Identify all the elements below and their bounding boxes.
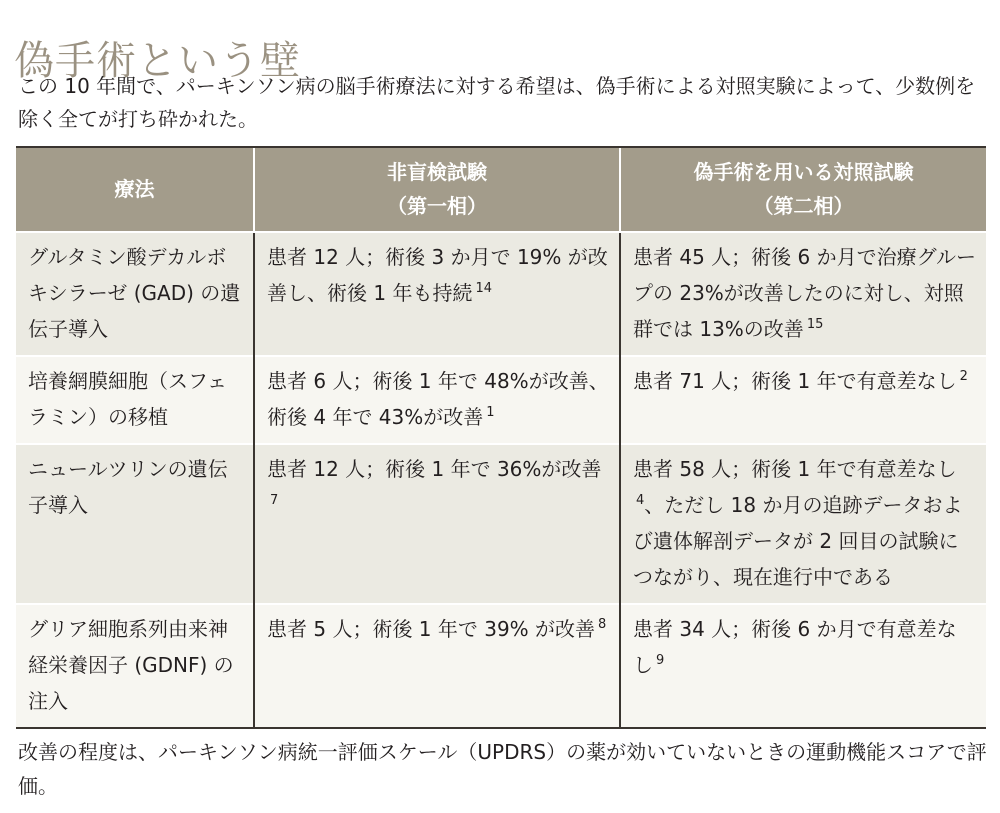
open-trial-result: 患者 5 人；術後 1 年で 39% が改善 xyxy=(267,617,596,641)
table-row xyxy=(16,604,986,728)
open-trial-cell xyxy=(254,604,620,728)
controlled-trial-cell xyxy=(620,232,986,356)
table-header-row xyxy=(16,147,986,232)
therapy-cell xyxy=(16,232,254,356)
therapy-name: ニュールツリンの遺伝子導入 xyxy=(28,457,228,517)
controlled-trial-result: 患者 58 人；術後 1 年で有意差なし xyxy=(633,457,957,481)
therapy-cell xyxy=(16,604,254,728)
controlled-trial-cell xyxy=(620,604,986,728)
therapy-cell xyxy=(16,356,254,444)
reference-number: 15 xyxy=(806,317,824,333)
controlled-trial-result: 患者 34 人；術後 6 か月で有意差なし xyxy=(633,617,957,677)
therapy-name: 培養網膜細胞（スフェラミン）の移植 xyxy=(28,369,227,429)
open-trial-result: 患者 6 人；術後 1 年で 48%が改善、術後 4 年で 43%が改善 xyxy=(267,369,609,429)
controlled-trial-cell xyxy=(620,356,986,444)
open-trial-cell xyxy=(254,356,620,444)
reference-number: 9 xyxy=(656,653,665,669)
reference-number: 14 xyxy=(475,281,492,297)
controlled-trial-result: 患者 45 人；術後 6 か月で治療グループの 23%が改善したのに対し、対照群では 13%の改善 xyxy=(633,245,977,341)
header-therapy xyxy=(16,147,254,232)
table-row xyxy=(16,356,986,444)
header-controlled-trial xyxy=(620,147,986,232)
open-trial-result: 患者 12 人；術後 3 か月で 19% が改善し、術後 1 年も持続 xyxy=(267,245,608,305)
header-controlled-trial-phase: （第二相） xyxy=(753,194,854,218)
open-trial-cell xyxy=(254,444,620,604)
intro-text: この 10 年間で、パーキンソン病の脳手術療法に対する希望は、偽手術による対照実験によって、少数例を除く全てが打ち砕かれた。 xyxy=(18,74,976,131)
therapy-cell xyxy=(16,444,254,604)
footnote: 改善の程度は、パーキンソン病統一評価スケール（UPDRS）の薬が効いていないときの運動機能スコアで評価。 xyxy=(18,740,987,798)
controlled-trial-result: 患者 71 人；術後 1 年で有意差なし xyxy=(633,369,957,393)
header-therapy-label: 療法 xyxy=(114,177,155,201)
open-trial-cell xyxy=(254,232,620,356)
reference-number: 2 xyxy=(959,369,968,385)
page-title: 偽手術という壁 xyxy=(14,37,301,84)
table-row xyxy=(16,444,986,604)
header-open-label-trial-title: 非盲検試験 xyxy=(387,160,487,184)
reference-number: 4 xyxy=(636,493,645,509)
header-open-label-trial-phase: （第一相） xyxy=(387,194,487,218)
header-controlled-trial-title: 偽手術を用いる対照試験 xyxy=(693,160,914,184)
reference-number: 8 xyxy=(598,617,607,633)
controlled-trial-result-continued: 、ただし 18 か月の追跡データおよび遺体解剖データが 2 回目の試験につながり、現在進行中である xyxy=(633,493,963,589)
header-open-label-trial xyxy=(254,147,620,232)
reference-number: 7 xyxy=(270,493,279,509)
comparison-table xyxy=(16,146,986,729)
therapy-name: グルタミン酸デカルボキシラーゼ (GAD) の遺伝子導入 xyxy=(28,245,241,341)
therapy-name: グリア細胞系列由来神経栄養因子 (GDNF) の注入 xyxy=(28,617,234,713)
controlled-trial-cell xyxy=(620,444,986,604)
open-trial-result: 患者 12 人；術後 1 年で 36%が改善 xyxy=(267,457,602,481)
reference-number: 1 xyxy=(486,405,495,421)
table-row xyxy=(16,232,986,356)
